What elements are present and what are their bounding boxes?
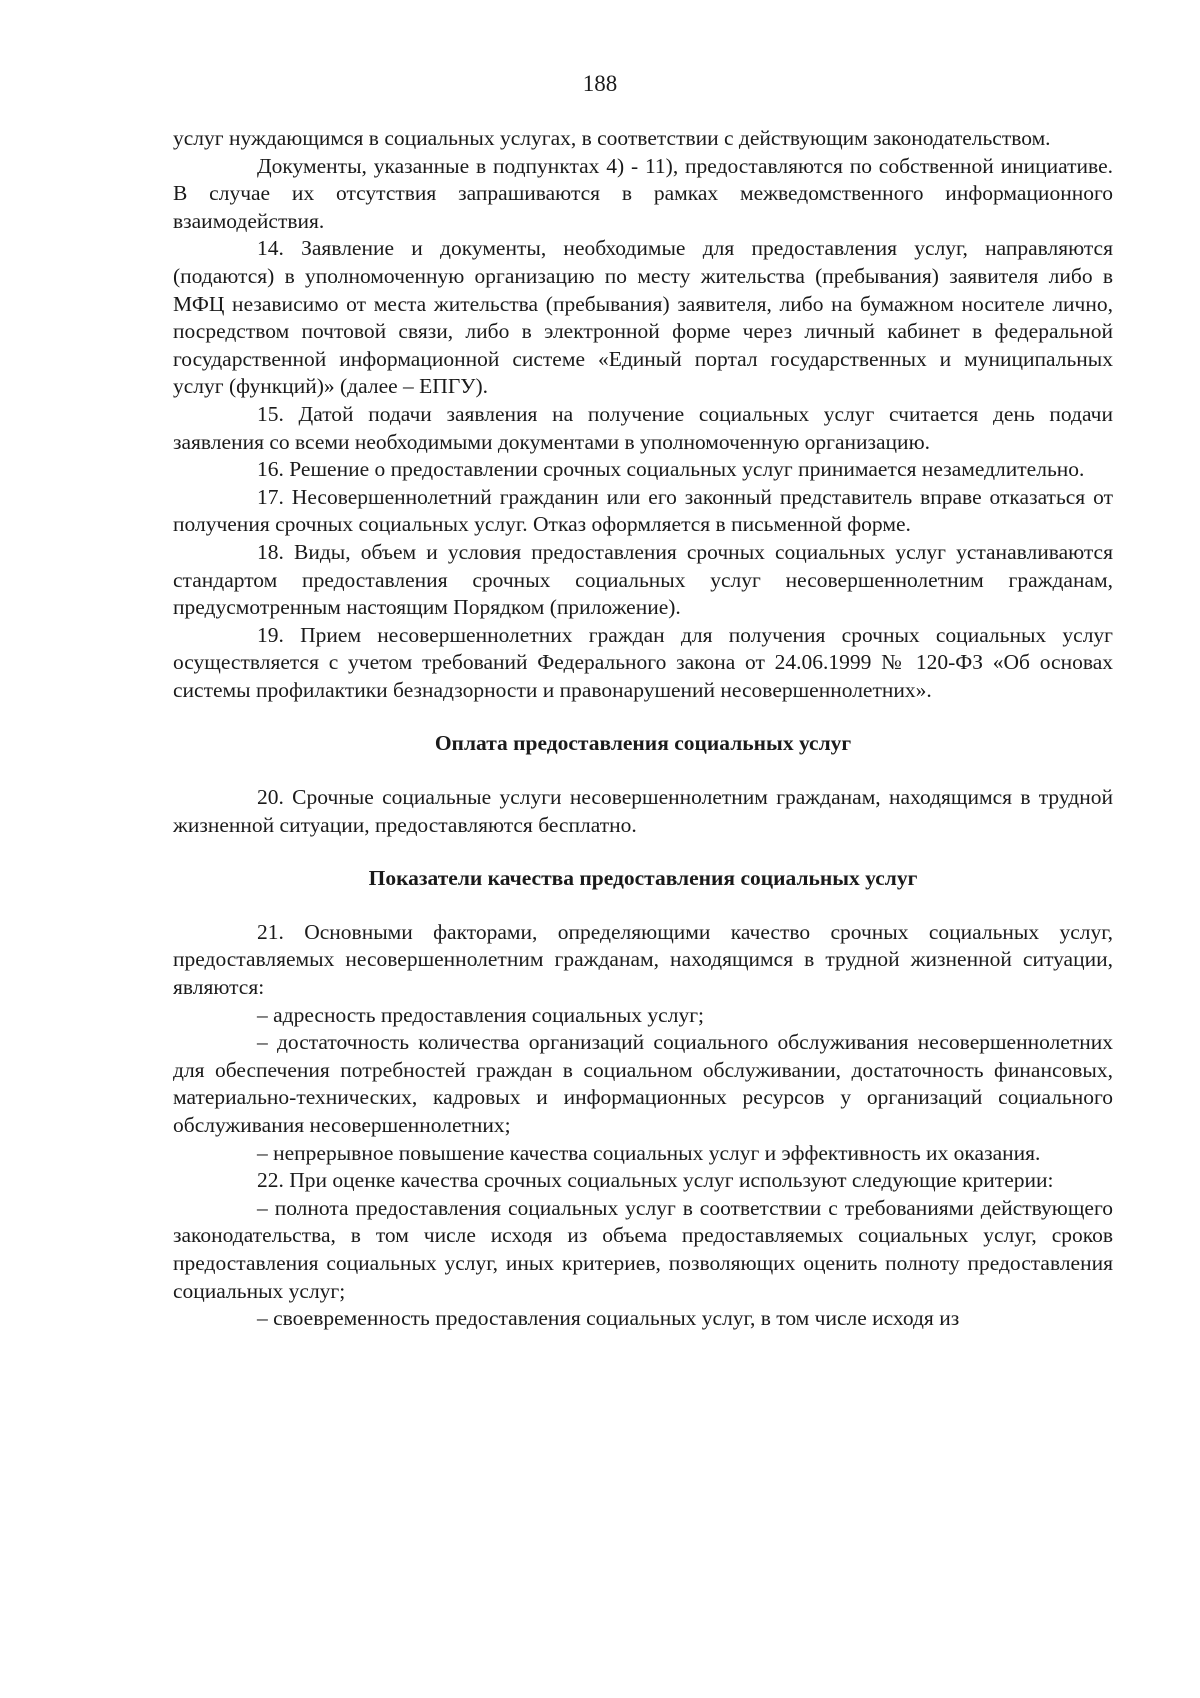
- bullet-continuous-improvement: – непрерывное повышение качества социальных услуг и эффективность их оказания.: [257, 1140, 1041, 1165]
- paragraph-20: 20. Срочные социальные услуги несовершеннолетним гражданам, находящимся в трудной жизненной ситуации, предоставляются бесплатно.: [173, 785, 1113, 837]
- paragraph-19: 19. Прием несовершеннолетних граждан для получения срочных социальных услуг осуществляется с учетом требований Федерального закона от 24.06.1999 № 120-ФЗ «Об основах системы профилактики безнадзорности и правонарушений несовершеннолетних».: [173, 622, 1113, 702]
- paragraph-continuation: услуг нуждающимся в социальных услугах, в соответствии с действующим законодательством.: [173, 126, 1051, 150]
- bullet-targeting: – адресность предоставления социальных услуг;: [257, 1002, 704, 1027]
- paragraph-18: 18. Виды, объем и условия предоставления срочных социальных услуг устанавливаются стандартом предоставления срочных социальных услуг несовершеннолетним гражданам, предусмотренным настоящим Порядком (приложение).: [173, 539, 1113, 620]
- paragraph-21: 21. Основными факторами, определяющими качество срочных социальных услуг, предоставляемых несовершеннолетним гражданам, находящимся в трудной жизненной ситуации, являются:: [173, 919, 1113, 1000]
- paragraph-17: 17. Несовершеннолетний гражданин или его законный представитель вправе отказаться от получения срочных социальных услуг. Отказ оформляется в письменной форме.: [173, 484, 1113, 537]
- paragraph-15: 15. Датой подачи заявления на получение социальных услуг считается день подачи заявления со всеми необходимыми документами в уполномоченную организацию.: [173, 401, 1113, 454]
- bullet-timeliness: – своевременность предоставления социальных услуг, в том числе исходя из: [257, 1306, 960, 1331]
- bullet-sufficiency: – достаточность количества организаций социального обслуживания несовершеннолетних для обеспечения потребностей граждан в социальном обслуживании, достаточность финансовых, материально-технических, кадровых и информационных ресурсов у организаций социального обслуживания несовершеннолетних;: [173, 1030, 1113, 1137]
- paragraph-documents: Документы, указанные в подпунктах 4) - 11), предоставляются по собственной инициативе. В случае их отсутствия запрашиваются в рамках межведомственного информационного взаимодействия.: [173, 153, 1113, 233]
- section-heading-payment: Оплата предоставления социальных услуг: [434, 731, 852, 756]
- paragraph-22: 22. При оценке качества срочных социальных услуг используют следующие критерии:: [257, 1168, 1054, 1193]
- bullet-completeness: – полнота предоставления социальных услуг в соответствии с требованиями действующего законодательства, в том числе исходя из объема предоставляемых социальных услуг, сроков предоставления социальных услуг, иных критериев, позволяющих оценить полноту предоставления социальных услуг;: [173, 1195, 1113, 1303]
- document-body: [173, 125, 1113, 1333]
- page-number: 188: [582, 71, 618, 96]
- section-heading-quality: Показатели качества предоставления социальных услуг: [368, 866, 918, 891]
- paragraph-16: 16. Решение о предоставлении срочных социальных услуг принимается незамедлительно.: [257, 457, 1085, 482]
- paragraph-14: 14. Заявление и документы, необходимые для предоставления услуг, направляются (подаются) в уполномоченную организацию по месту жительства (пребывания) заявителя либо в МФЦ независимо от места жительства (пребывания) заявителя, либо на бумажном носителе лично, посредством почтовой связи, либо в электронной форме через личный кабинет в федеральной государственной информационной системе «Единый портал государственных и муниципальных услуг (функций)» (далее – ЕПГУ).: [173, 236, 1113, 399]
